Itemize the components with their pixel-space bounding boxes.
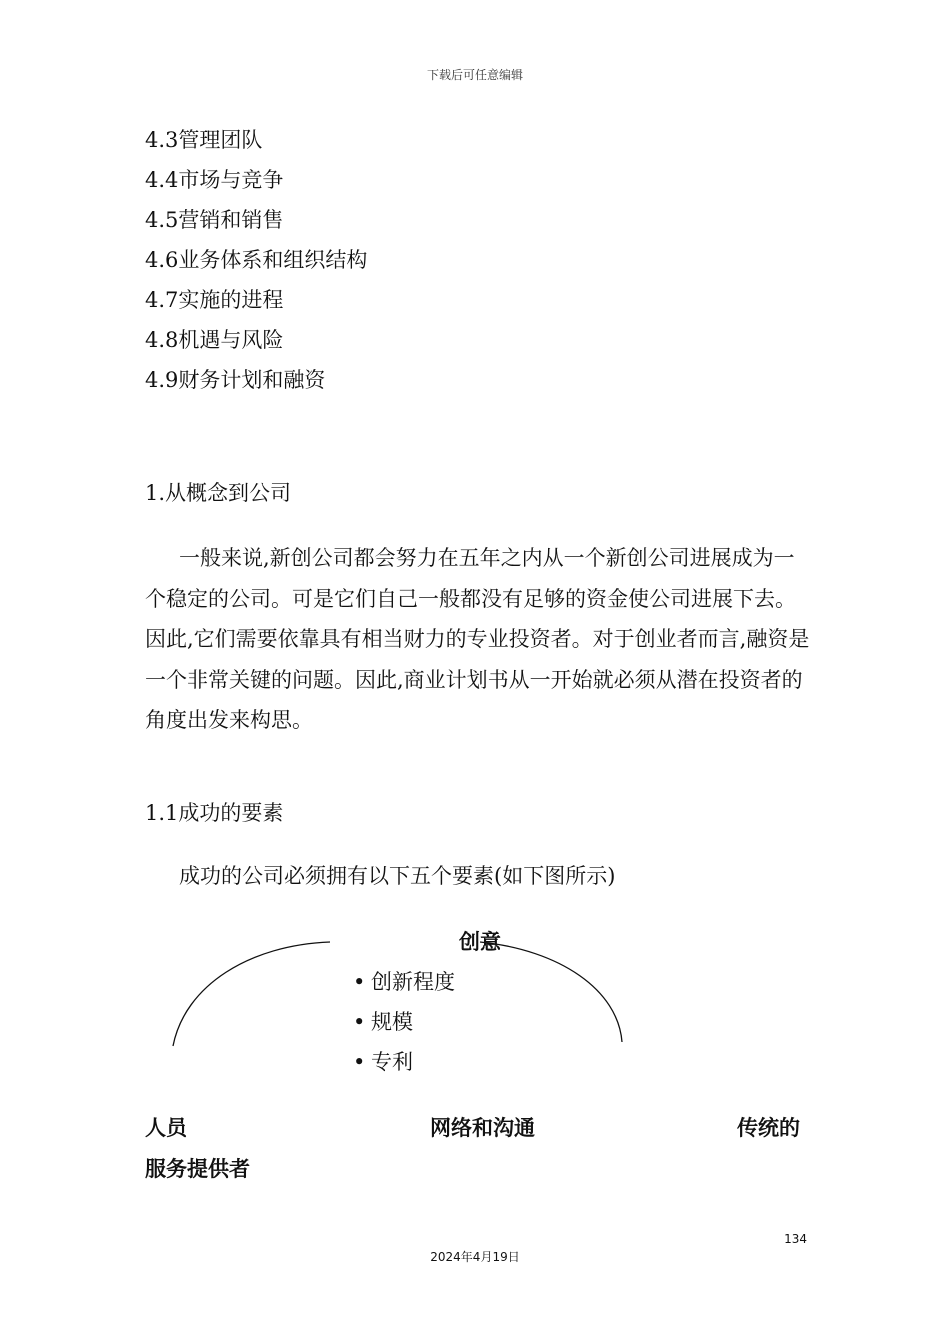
right-arc	[480, 942, 622, 1042]
toc-item: 4.9财务计划和融资	[145, 368, 326, 392]
bullet-text: 专利	[371, 1050, 413, 1074]
section-heading: 1.从概念到公司	[145, 481, 292, 505]
bullet-item	[353, 1042, 455, 1082]
bullet-icon: •	[353, 1010, 366, 1034]
page-number: 134	[784, 1232, 807, 1246]
bullet-text: 规模	[371, 1010, 413, 1034]
page-footer-date: 2024年4月19日	[430, 1250, 520, 1264]
diagram-label-people: 人员	[145, 1116, 187, 1140]
toc-item: 4.7实施的进程	[145, 288, 284, 312]
toc-item: 4.5营销和销售	[145, 208, 284, 232]
toc-list	[145, 120, 367, 400]
idea-bullet-list	[353, 962, 455, 1082]
body-paragraph: 一般来说,新创公司都会努力在五年之内从一个新创公司进展成为一个稳定的公司。可是它们自己一般都没有足够的资金使公司进展下去。因此,它们需要依靠具有相当财力的专业投资者。对于创业者而言,融资是一个非常关键的问题。因此,商业计划书从一开始就必须从潜在投资者的角度出发来构思。	[145, 546, 810, 732]
toc-item: 4.8机遇与风险	[145, 328, 284, 352]
toc-item: 4.3管理团队	[145, 128, 263, 152]
toc-item: 4.4市场与竞争	[145, 168, 284, 192]
subsection-heading: 1.1成功的要素	[145, 801, 284, 825]
bullet-icon: •	[353, 970, 366, 994]
toc-item: 4.6业务体系和组织结构	[145, 248, 368, 272]
diagram-label-network: 网络和沟通	[430, 1116, 535, 1140]
bullet-item	[353, 962, 455, 1002]
left-arc	[173, 942, 330, 1046]
bullet-icon: •	[353, 1050, 366, 1074]
bullet-text: 创新程度	[371, 970, 455, 994]
diagram-label-traditional: 传统的	[737, 1116, 800, 1140]
diagram-label-service-provider: 服务提供者	[145, 1157, 250, 1181]
diagram-label-idea: 创意	[459, 930, 501, 954]
intro-paragraph: 成功的公司必须拥有以下五个要素(如下图所示)	[179, 864, 616, 888]
bullet-item	[353, 1002, 455, 1042]
page-header: 下载后可任意编辑	[426, 68, 523, 82]
